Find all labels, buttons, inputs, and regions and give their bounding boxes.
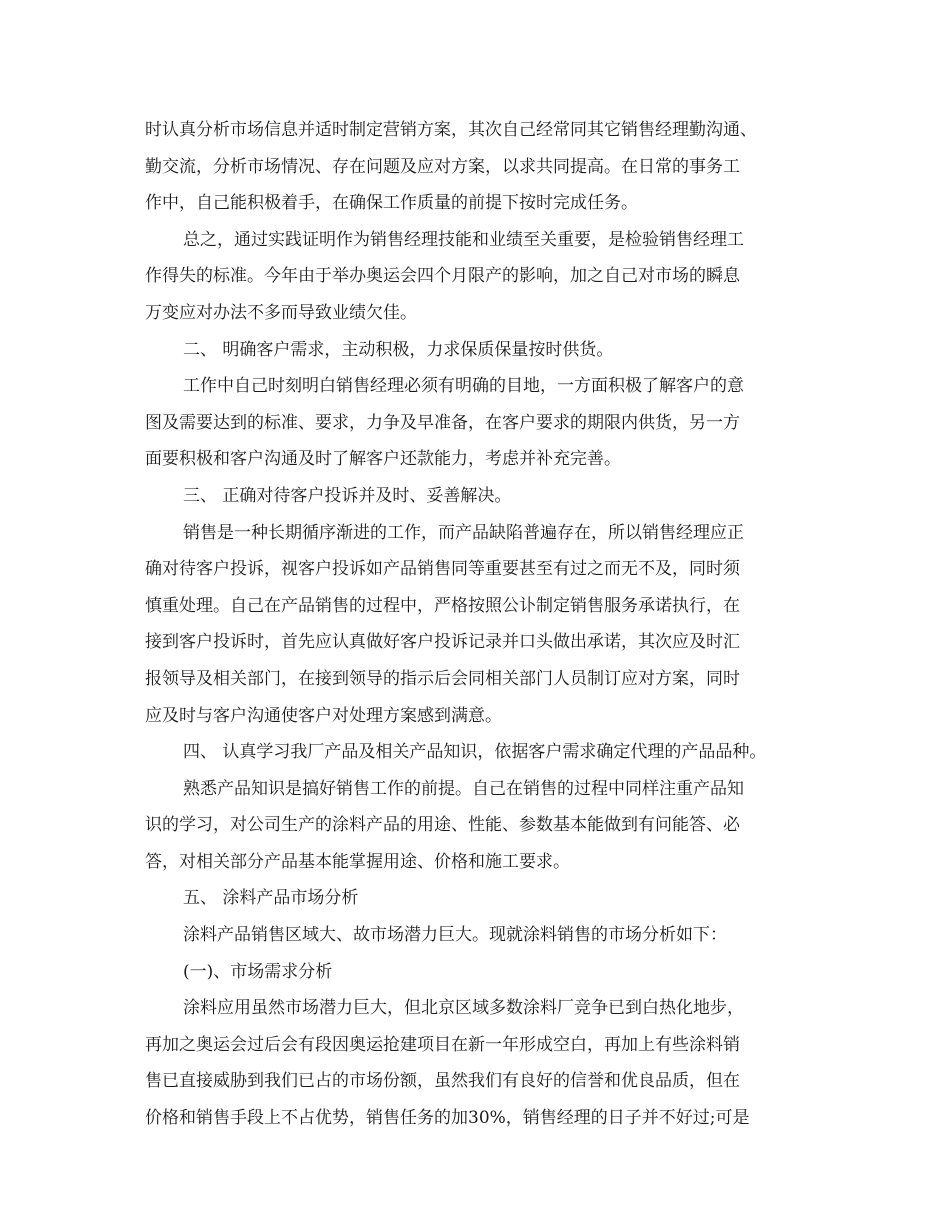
text-line: 二、 明确客户需求，主动积极，力求保质保量按时供货。 (183, 339, 614, 360)
text-line: 图及需要达到的标准、要求，力争及早准备，在客户要求的期限内供货，另一方 (145, 412, 740, 433)
text-line: 作中，自己能积极着手，在确保工作质量的前提下按时完成任务。 (145, 193, 638, 214)
text-line: 答，对相关部分产品基本能掌握用途、价格和施工要求。 (145, 851, 570, 872)
text-line: 销售是一种长期循序渐进的工作，而产品缺陷普遍存在，所以销售经理应正 (183, 522, 744, 543)
text-line: 售已直接威胁到我们已占的市场份额，虽然我们有良好的信誉和优良品质，但在 (145, 1071, 740, 1092)
text-line: 总之，通过实践证明作为销售经理技能和业绩至关重要，是检验销售经理工 (183, 229, 744, 250)
text-line: 再加之奥运会过后会有段因奥运抢建项目在新一年形成空白，再加上有些涂料销 (145, 1034, 740, 1055)
text-line: 慎重处理。自己在产品销售的过程中，严格按照公讣制定销售服务承诺执行，在 (145, 595, 740, 616)
text-line: (一)、市场需求分析 (183, 961, 333, 982)
text-line: 万变应对办法不多而导致业绩欠佳。 (145, 302, 417, 323)
text-line: 时认真分析市场信息并适时制定营销方案，其次自己经常同其它销售经理勤沟通、 (145, 120, 757, 140)
text-line: 作得失的标准。今年由于举办奥运会四个月限产的影响，加之自己对市场的瞬息 (145, 266, 740, 287)
text-line: 五、 涂料产品市场分析 (183, 888, 359, 909)
text-line: 勤交流，分析市场情况、存在问题及应对方案，以求共同提高。在日常的事务工 (145, 156, 740, 177)
text-line: 识的学习，对公司生产的涂料产品的用途、性能、参数基本能做到有问能答、必 (145, 815, 740, 836)
text-line: 确对待客户投诉，视客户投诉如产品销售同等重要甚至有过之而无不及，同时须 (145, 559, 740, 580)
text-line: 价格和销售手段上不占优势，销售任务的加30%，销售经理的日子并不好过;可是 (145, 1108, 750, 1129)
text-line: 面要积极和客户沟通及时了解客户还款能力，考虑并补充完善。 (145, 449, 621, 470)
text-line: 涂料产品销售区域大、故市场潜力巨大。现就涂料销售的市场分析如下： (183, 925, 727, 946)
text-line: 四、 认真学习我厂产品及相关产品知识，依据客户需求确定代理的产品品种。 (183, 742, 767, 763)
text-line: 熟悉产品知识是搞好销售工作的前提。自己在销售的过程中同样注重产品知 (183, 778, 744, 799)
text-line: 接到客户投诉时，首先应认真做好客户投诉记录并口头做出承诺，其次应及时汇 (145, 632, 740, 653)
text-line: 涂料应用虽然市场潜力巨大，但北京区域多数涂料厂竞争已到白热化地步， (183, 998, 744, 1019)
text-line: 工作中自己时刻明白销售经理必须有明确的目地，一方面积极了解客户的意 (183, 376, 744, 397)
text-line: 应及时与客户沟通使客户对处理方案感到满意。 (145, 705, 502, 726)
text-line: 三、 正确对待客户投诉并及时、妥善解决。 (183, 485, 512, 506)
text-line: 报领导及相关部门，在接到领导的指示后会同相关部门人员制订应对方案，同时 (145, 668, 740, 689)
document-body (145, 112, 805, 1137)
